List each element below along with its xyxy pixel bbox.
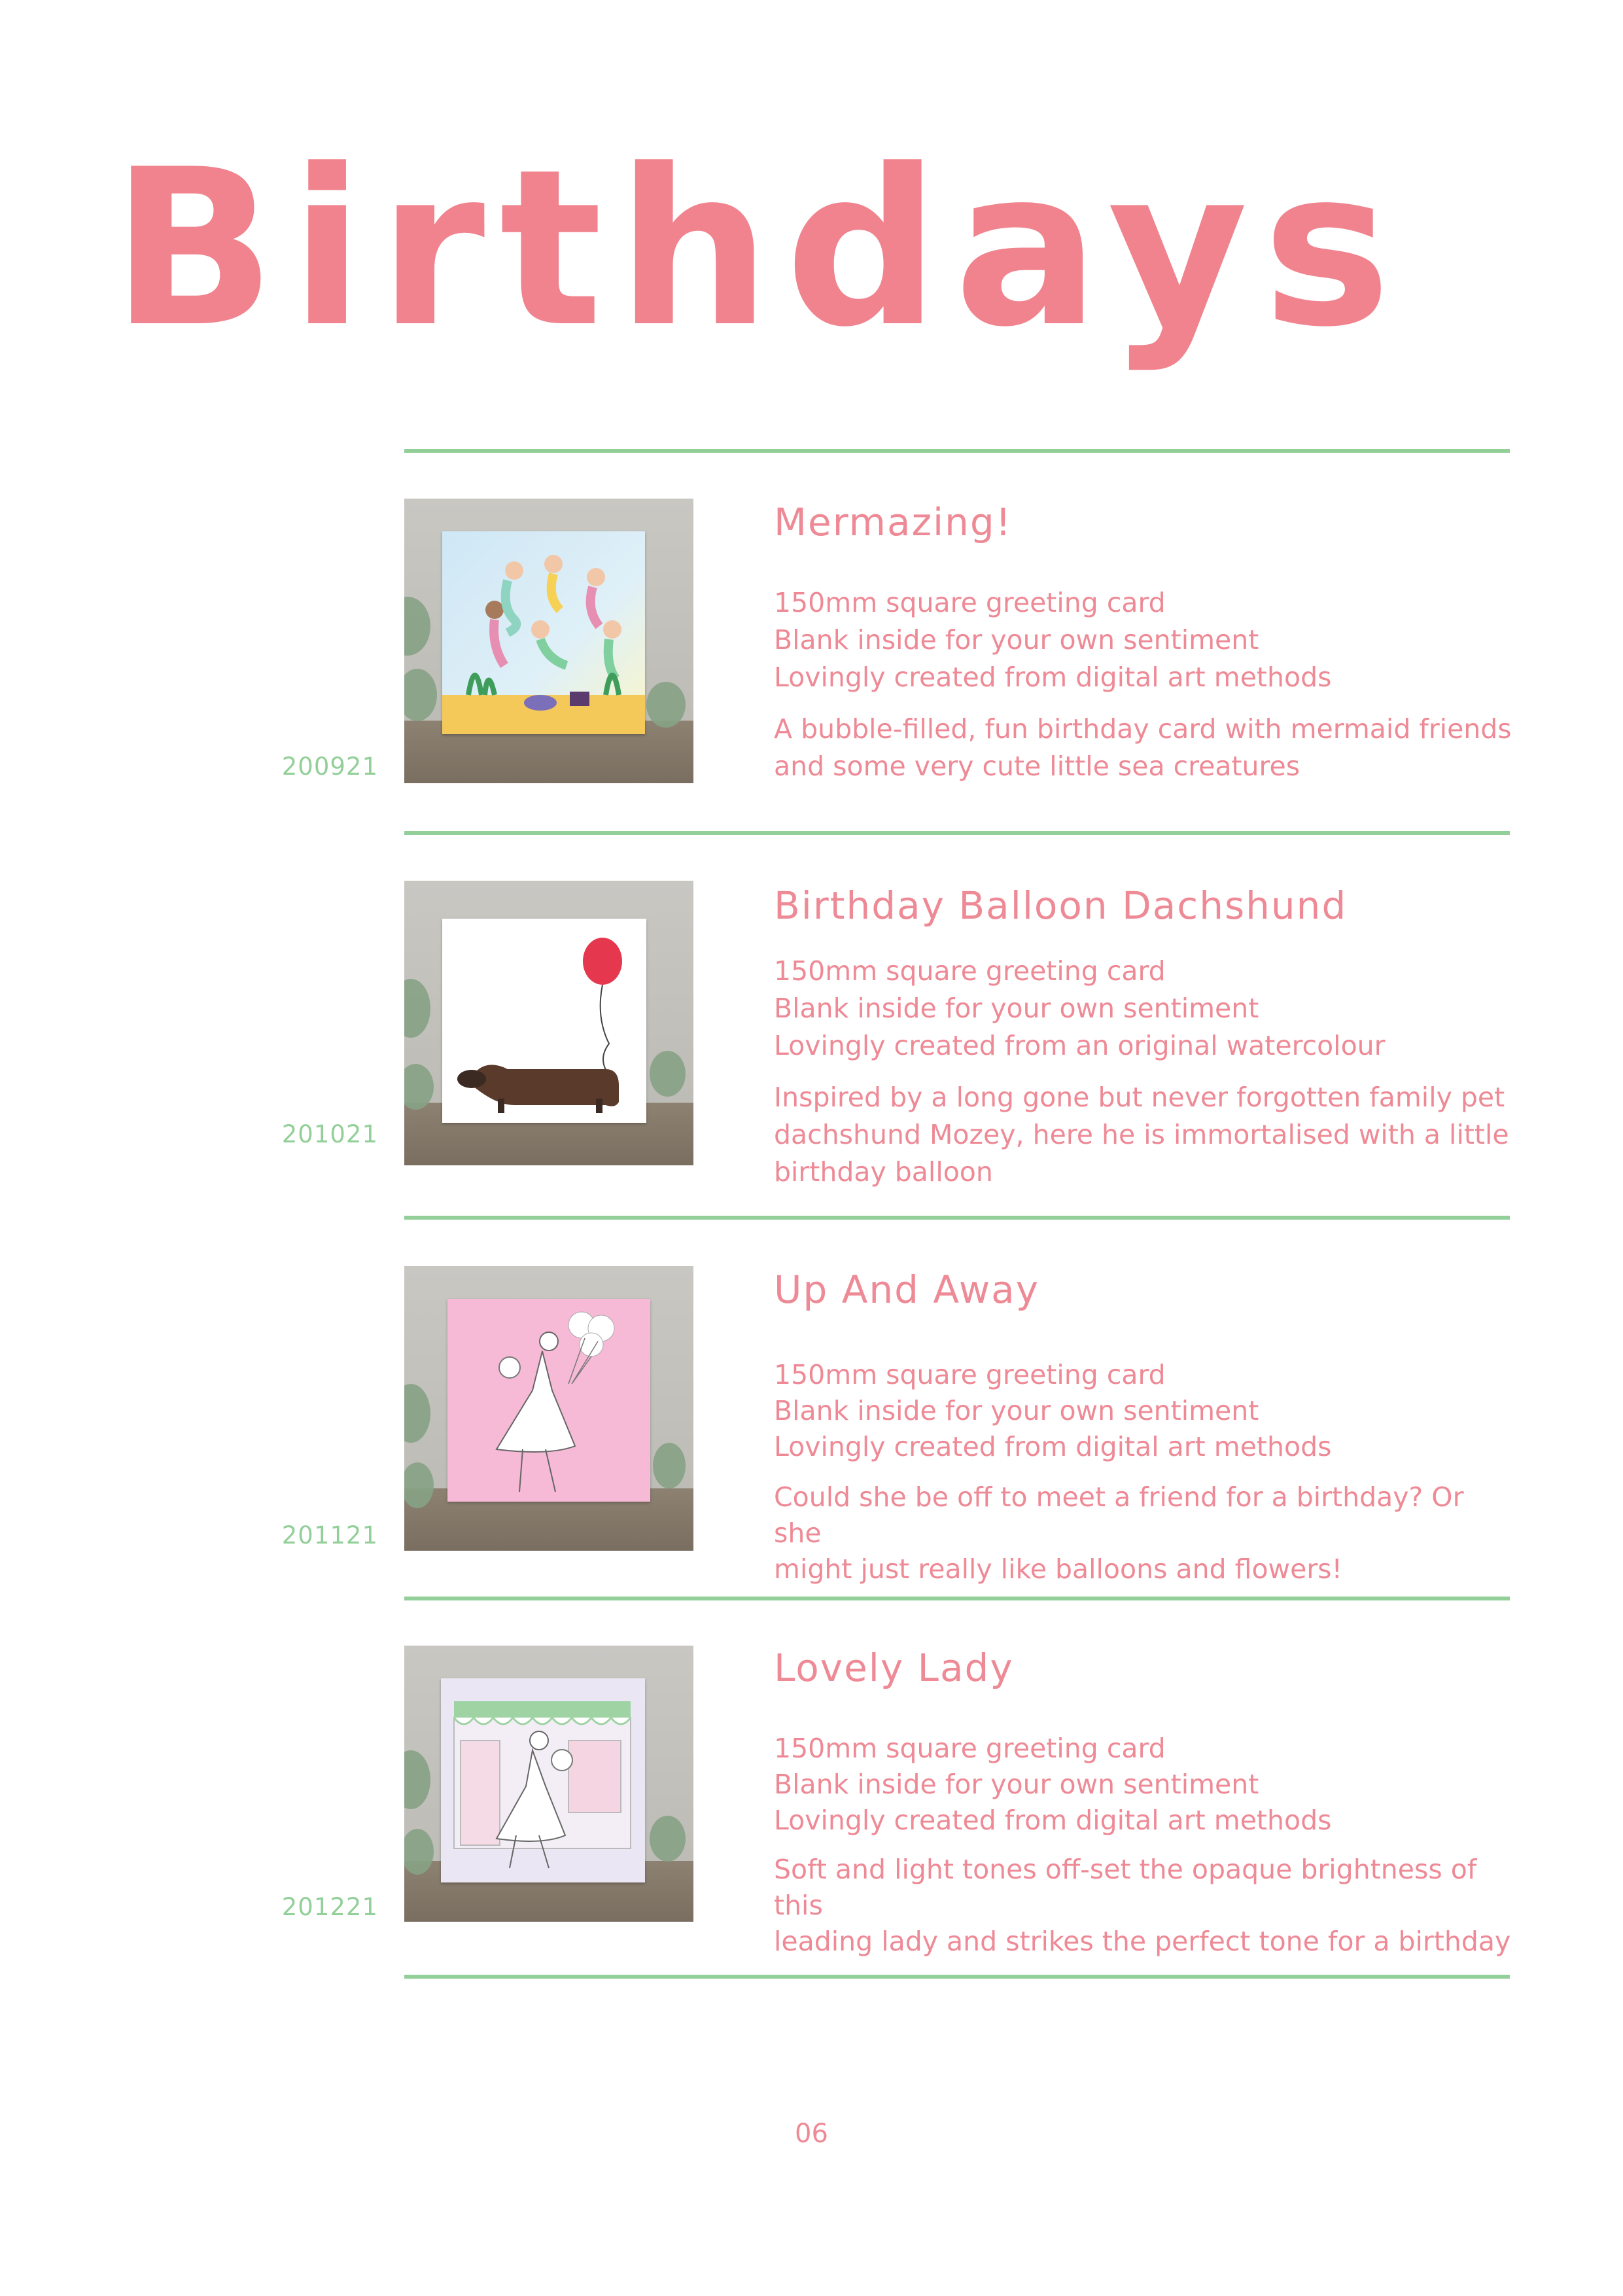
product-code: 201021: [281, 1120, 378, 1148]
description-line: dachshund Mozey, here he is immortalised with a little: [774, 1119, 1509, 1150]
divider: [404, 1597, 1510, 1600]
spec-line: 150mm square greeting card: [774, 1359, 1166, 1390]
description-line: leading lady and strikes the perfect tone for a birthday: [774, 1926, 1511, 1957]
product-code: 201121: [281, 1521, 378, 1549]
divider: [404, 831, 1510, 835]
description-line: birthday balloon: [774, 1156, 993, 1188]
description-line: A bubble-filled, fun birthday card with mermaid friends: [774, 713, 1512, 745]
product-description: [774, 1079, 1520, 1191]
spec-line: Blank inside for your own sentiment: [774, 624, 1259, 656]
dachshund-card-art: [442, 919, 646, 1123]
spec-line: 150mm square greeting card: [774, 587, 1166, 618]
product-photo: [404, 881, 693, 1165]
product-title: Mermazing!: [774, 500, 1012, 544]
description-line: might just really like balloons and flowers!: [774, 1553, 1342, 1585]
description-line: Soft and light tones off-set the opaque brightness of this: [774, 1854, 1477, 1921]
description-line: Could she be off to meet a friend for a birthday? Or she: [774, 1481, 1464, 1549]
product-specs: [774, 953, 1520, 1065]
spec-line: Blank inside for your own sentiment: [774, 1769, 1259, 1800]
product-title: Up And Away: [774, 1267, 1040, 1312]
mermaid-card-art: [442, 531, 645, 734]
product-photo: [404, 1646, 693, 1922]
product-photo: [404, 499, 693, 783]
spec-line: Lovingly created from an original watercolour: [774, 1030, 1386, 1061]
product-title: Birthday Balloon Dachshund: [774, 883, 1348, 928]
product-description: [774, 1479, 1520, 1587]
divider: [404, 1216, 1510, 1220]
product-specs: [774, 1731, 1520, 1839]
product-specs: [774, 584, 1520, 696]
product-description: [774, 711, 1520, 785]
lovely-lady-card-art: [441, 1678, 645, 1882]
page-title: Birthdays: [111, 123, 1406, 374]
product-code: 200921: [281, 752, 378, 781]
product-photo: [404, 1266, 693, 1551]
lady-balloons-card-art: [447, 1299, 650, 1502]
description-line: Inspired by a long gone but never forgotten family pet: [774, 1082, 1505, 1113]
spec-line: Blank inside for your own sentiment: [774, 993, 1259, 1024]
spec-line: 150mm square greeting card: [774, 955, 1166, 987]
divider: [404, 449, 1510, 453]
spec-line: Lovingly created from digital art methods: [774, 1805, 1332, 1836]
spec-line: Lovingly created from digital art methods: [774, 1431, 1332, 1462]
divider: [404, 1975, 1510, 1979]
product-title: Lovely Lady: [774, 1646, 1014, 1690]
spec-line: Blank inside for your own sentiment: [774, 1395, 1259, 1426]
description-line: and some very cute little sea creatures: [774, 751, 1300, 782]
page-number: 06: [795, 2119, 828, 2149]
spec-line: 150mm square greeting card: [774, 1733, 1166, 1764]
spec-line: Lovingly created from digital art methods: [774, 662, 1332, 693]
product-description: [774, 1852, 1520, 1960]
product-specs: [774, 1357, 1520, 1465]
product-code: 201221: [281, 1893, 378, 1921]
